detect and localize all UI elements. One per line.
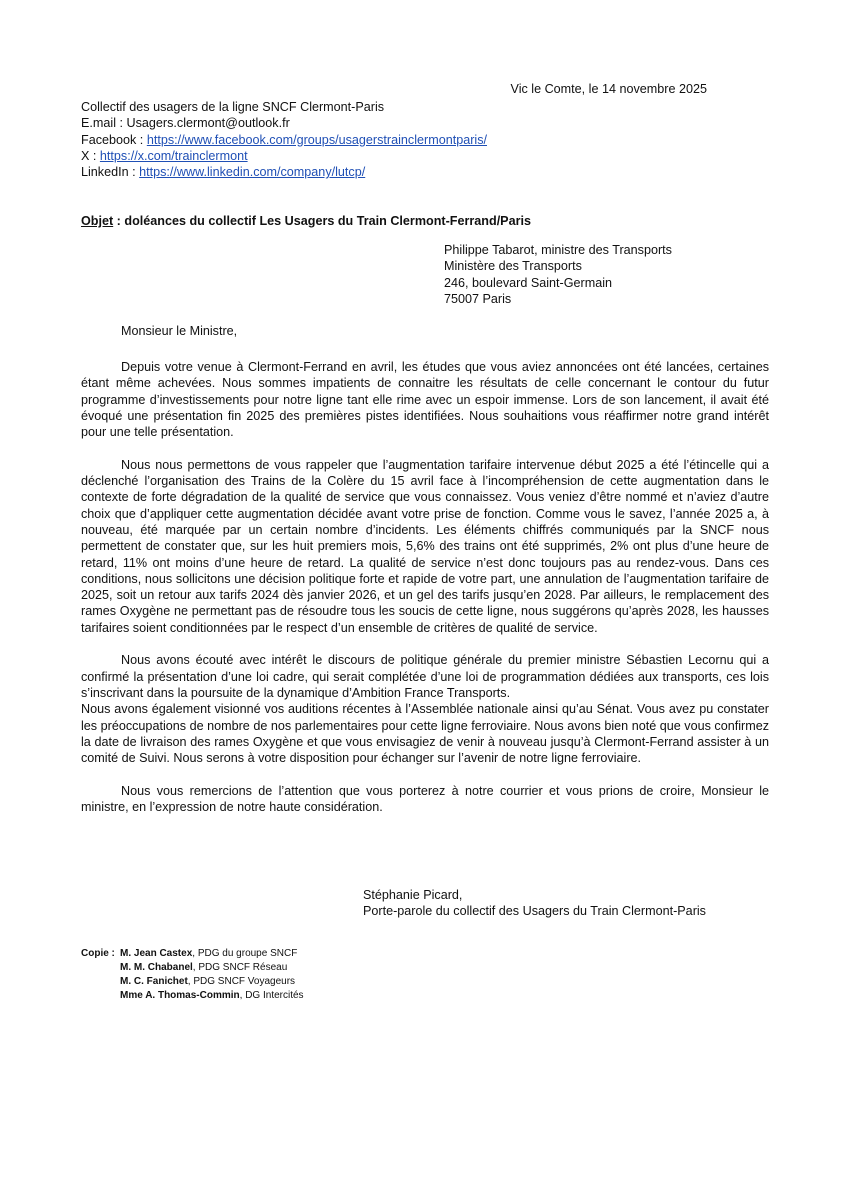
copy-name: M. Jean Castex xyxy=(120,948,193,959)
signature-block xyxy=(363,887,706,920)
paragraph-3: Nous avons écouté avec intérêt le discours de politique générale du premier ministre Sébastien Lecornu qui a confirmé la présentation d’une loi cadre, qui serait complétée d’une loi de programmation dédiées aux transports, ces lois s’inscrivant dans la poursuite de la dynamique d’Ambition France Transports. xyxy=(81,653,769,700)
copy-role: , DG Intercités xyxy=(239,990,304,1001)
paragraph-1: Depuis votre venue à Clermont-Ferrand en avril, les études que vous aviez annoncées ont été lancées, certaines étant même achevées. Nous sommes impatients de connaitre les résultats de celle concernant le contour du futur programme d’investissements pour notre ligne tant elle rime avec un espoir immense. Lors de son lancement, il avait été évoqué une présentation fin 2025 des premières pistes identifiées. Nous souhaitions vous réaffirmer notre grand intérêt pour une telle présentation. xyxy=(81,360,769,440)
copy-entry xyxy=(120,975,304,989)
recipient-name: Philippe Tabarot, ministre des Transports xyxy=(444,243,672,257)
x-label: X : xyxy=(81,148,100,163)
copy-row xyxy=(81,947,304,961)
signature-name: Stéphanie Picard, xyxy=(363,888,463,902)
copy-entry xyxy=(120,989,304,1003)
sender-email-line xyxy=(81,115,487,131)
date-line: Vic le Comte, le 14 novembre 2025 xyxy=(510,82,707,96)
subject-label: Objet xyxy=(81,214,114,228)
copy-role: , PDG SNCF Réseau xyxy=(192,962,288,973)
copy-row xyxy=(81,989,304,1003)
sender-block xyxy=(81,99,487,180)
copy-name: M. M. Chabanel xyxy=(120,962,193,973)
signature-title: Porte-parole du collectif des Usagers du Train Clermont-Paris xyxy=(363,904,706,919)
copies-label: Copie : xyxy=(81,948,115,959)
recipient-ministry: Ministère des Transports xyxy=(444,259,582,274)
copy-row xyxy=(81,961,304,975)
salutation: Monsieur le Ministre, xyxy=(121,324,238,338)
paragraph-4: Nous avons également visionné vos auditions récentes à l’Assemblée nationale ainsi qu’au Sénat. Vous avez pu constater les préoccupations de nombre de nos parlementaires pour cette ligne ferroviaire. Nous avons bien noté que vous confirmez la date de livraison des rames Oxygène et que vous envisagiez de venir à nouveau jusqu’à Clermont-Ferrand assister à un comité de Suivi. Nous serons à votre disposition pour échanger sur l’avenir de notre ligne ferroviaire. xyxy=(81,702,769,766)
sender-org: Collectif des usagers de la ligne SNCF Clermont-Paris xyxy=(81,100,385,114)
subject-line xyxy=(81,213,531,229)
email-label: E.mail : xyxy=(81,116,127,131)
paragraph-5: Nous vous remercions de l’attention que vous porterez à notre courrier et vous prions de croire, Monsieur le ministre, en l’expression de notre haute considération. xyxy=(81,783,769,815)
recipient-block xyxy=(444,242,672,307)
copy-name: Mme A. Thomas-Commin xyxy=(120,990,240,1001)
sender-x-line xyxy=(81,148,487,164)
linkedin-label: LinkedIn : xyxy=(81,165,140,180)
copy-role: , PDG SNCF Voyageurs xyxy=(187,976,296,987)
recipient-street: 246, boulevard Saint-Germain xyxy=(444,275,613,290)
paragraph-2: Nous nous permettons de vous rappeler que l’augmentation tarifaire intervenue début 2025 a été l’étincelle qui a déclenché l’organisation des Trains de la Colère du 15 avril face à l’incompréhension de cette augmentation dans le contexte de forte dégradation de la qualité de service que vous connaissez. Vous veniez d’être nommé et n’aviez d’autre choix que d’appliquer cette augmentation décidée avant votre prise de fonction. Comme vous le savez, l’année 2025 a, à nouveau, été marquée par un certain nombre d’incidents. Les éléments chiffrés communiqués par la SNCF nous permettent de constater que, sur les huit premiers mois, 5,6% des trains ont été supprimés, 2% ont plus d’une heure de retard, 11% ont moins d’une heure de retard. La qualité de service n’est donc toujours pas au rendez-vous. Dans ces conditions, nous sollicitons une décision politique forte et rapide de votre part, une annulation de l’augmentation tarifaire de 2025, soit un retour aux tarifs 2024 dès janvier 2026, et un gel des tarifs jusqu’en 2028. Par ailleurs, le remplacement des rames Oxygène ne permettant pas de résoudre tous les soucis de cette ligne, nous suggérons qu’après 2028, les hausses tarifaires soient conditionnées par le respect d’un ensemble de critères de qualité de service. xyxy=(81,457,769,635)
x-link[interactable]: https://x.com/trainclermont xyxy=(99,148,248,163)
copy-entry xyxy=(120,961,304,975)
copy-entry xyxy=(120,947,304,961)
facebook-link[interactable]: https://www.facebook.com/groups/usagerstrainclermontparis/ xyxy=(146,132,487,147)
copy-role: , PDG du groupe SNCF xyxy=(192,948,298,959)
sender-facebook-line xyxy=(81,132,487,148)
copies-block xyxy=(81,947,304,1003)
linkedin-link[interactable]: https://www.linkedin.com/company/lutcp/ xyxy=(139,165,366,180)
copies-table xyxy=(81,947,304,1003)
copy-row xyxy=(81,975,304,989)
email-address: Usagers.clermont@outlook.fr xyxy=(126,116,290,131)
letter-body xyxy=(81,359,769,832)
facebook-label: Facebook : xyxy=(81,132,147,147)
copy-name: M. C. Fanichet xyxy=(120,976,188,987)
sender-linkedin-line xyxy=(81,164,487,180)
recipient-city: 75007 Paris xyxy=(444,291,512,306)
subject-text: : doléances du collectif Les Usagers du Train Clermont-Ferrand/Paris xyxy=(113,214,531,228)
